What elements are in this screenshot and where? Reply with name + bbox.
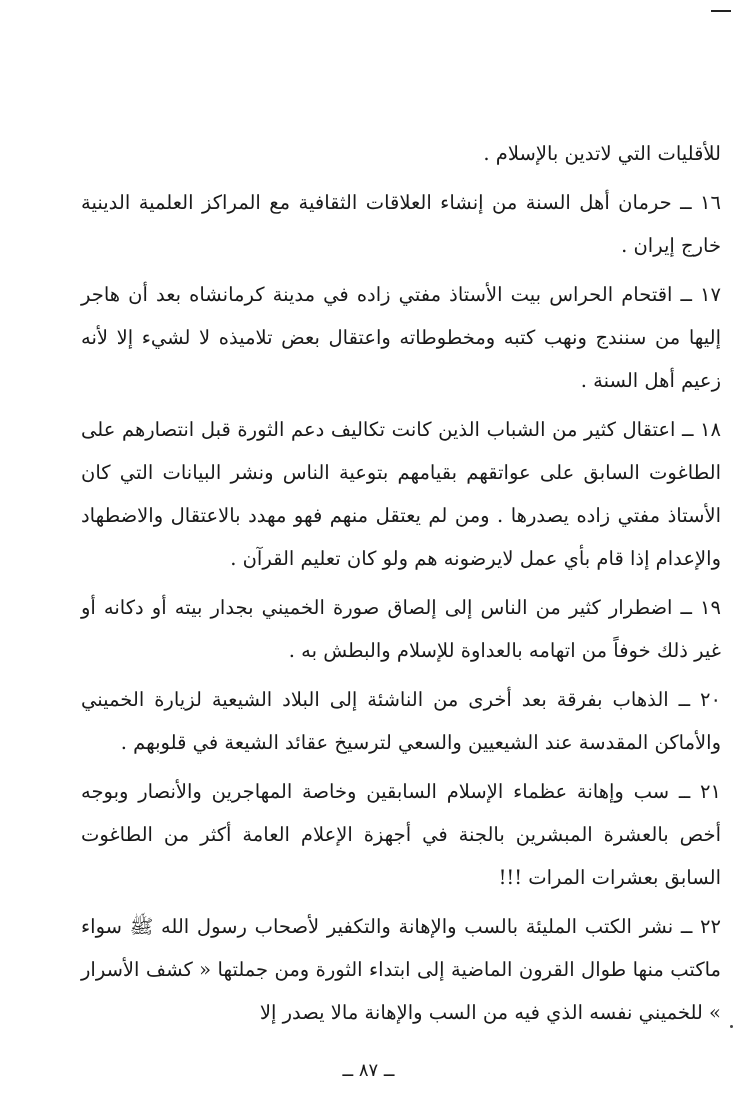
paragraph-19: ١٩ ــ اضطرار كثير من الناس إلى إلصاق صورة الخميني بجدار بيته أو دكانه أو غير ذلك خوفاً من اتهامه بالعداوة للإسلام والبطش به . — [81, 596, 721, 662]
page-body — [81, 132, 721, 1034]
paragraph-21: ٢١ ــ سب وإهانة عظماء الإسلام السابقين وخاصة المهاجرين والأنصار وبوجه أخص بالعشرة المبشرين بالجنة في أجهزة الإعلام العامة أكثر من الطاغوت السابق بعشرات المرات !!! — [81, 780, 721, 889]
paragraph-22: ٢٢ ــ نشر الكتب المليئة بالسب والإهانة والتكفير لأصحاب رسول الله ﷺ سواء ماكتب منها طوال القرون الماضية إلى ابتداء الثورة ومن جملتها « كشف الأسرار » للخميني نفسه الذي فيه من السب والإهانة مالا يصدر إلا — [81, 915, 721, 1024]
paragraph-18: ١٨ ــ اعتقال كثير من الشباب الذين كانت تكاليف دعم الثورة قبل انتصارهم على الطاغوت السابق على عواتقهم بقيامهم بتوعية الناس ونشر البيانات التي كان الأستاذ مفتي زاده يصدرها . ومن لم يعتقل منهم فهو مهدد بالاعتقال والاضطهاد والإعدام إذا قام بأي عمل لايرضونه هم ولو كان تعليم القرآن . — [81, 418, 721, 570]
corner-mark — [711, 10, 731, 12]
paragraph-16: ١٦ ــ حرمان أهل السنة من إنشاء العلاقات الثقافية مع المراكز العلمية الدينية خارج إيران . — [81, 191, 721, 257]
paragraph-17: ١٧ ــ اقتحام الحراس بيت الأستاذ مفتي زاده في مدينة كرمانشاه بعد أن هاجر إليها من سنندج ونهب كتبه ومخطوطاته واعتقال بعض تلاميذه لا لشيء إلا لأنه زعيم أهل السنة . — [81, 283, 721, 392]
paragraph-continuation: للأقليات التي لاتدين بالإسلام . — [483, 142, 721, 165]
paragraph-20: ٢٠ ــ الذهاب بفرقة بعد أخرى من الناشئة إلى البلاد الشيعية لزيارة الخميني والأماكن المقدسة عند الشيعيين والسعي لترسيخ عقائد الشيعة في قلوبهم . — [81, 688, 721, 754]
page-number: ــ ٨٧ ــ — [342, 1060, 395, 1081]
margin-dot — [730, 1025, 733, 1028]
